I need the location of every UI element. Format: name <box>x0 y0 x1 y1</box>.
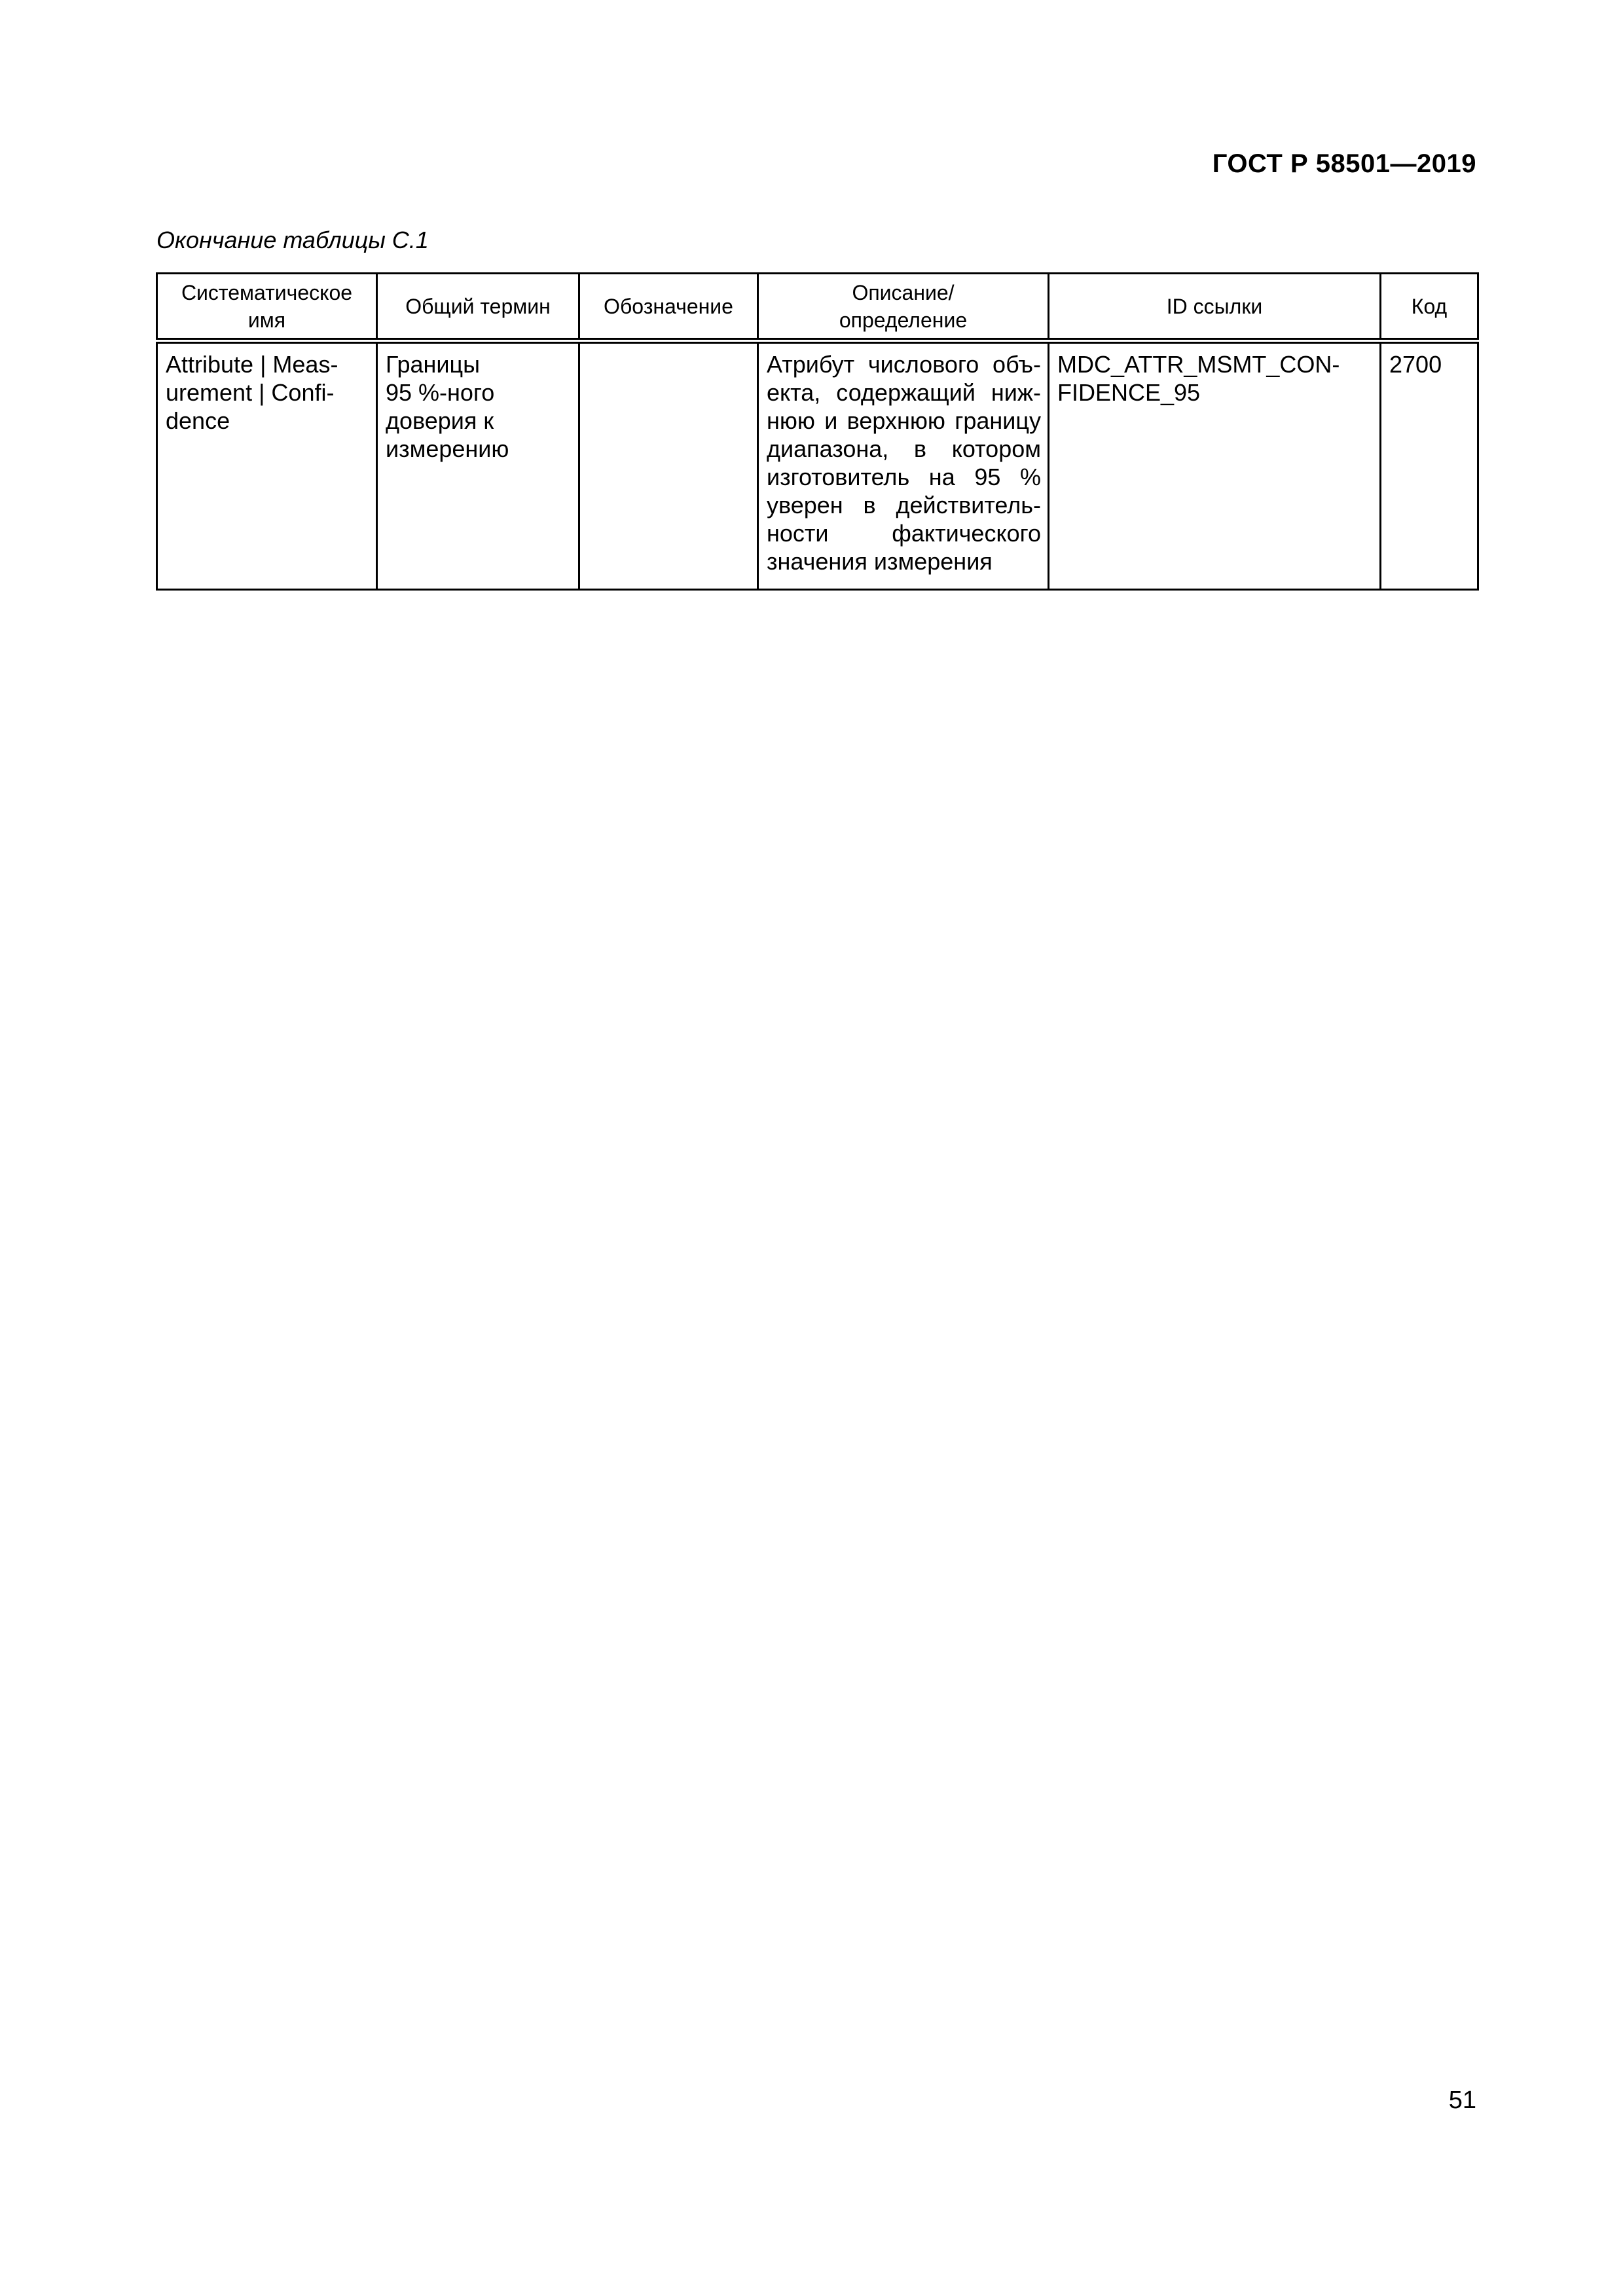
header-ref-id: ID ссылки <box>1049 274 1381 341</box>
header-designation: Обозначение <box>579 274 758 341</box>
table-header-row <box>157 274 1478 341</box>
cell-description: Атрибут числового объ- екта, содержащий ниж- нюю и верхнюю границу диапазона, в котором изготовитель на 95 % уверен в действитель- ности фактического значения измерения <box>758 341 1049 590</box>
cell-code: 2700 <box>1381 341 1478 590</box>
cell-common-term: Границы 95 %-ного доверия к измерению <box>377 341 579 590</box>
page-number: 51 <box>1448 2086 1476 2114</box>
header-common-term: Общий термин <box>377 274 579 341</box>
header-systematic-name: Систематическое имя <box>157 274 377 341</box>
table-caption: Окончание таблицы С.1 <box>156 227 429 253</box>
standard-designation: ГОСТ Р 58501—2019 <box>1212 149 1476 178</box>
cell-ref-id: MDC_ATTR_MSMT_CON- FIDENCE_95 <box>1049 341 1381 590</box>
cell-systematic-name: Attribute | Meas- urement | Confi- dence <box>157 341 377 590</box>
terms-table <box>156 272 1479 591</box>
cell-designation <box>579 341 758 590</box>
table-row <box>157 341 1478 590</box>
header-description: Описание/ определение <box>758 274 1049 341</box>
header-code: Код <box>1381 274 1478 341</box>
